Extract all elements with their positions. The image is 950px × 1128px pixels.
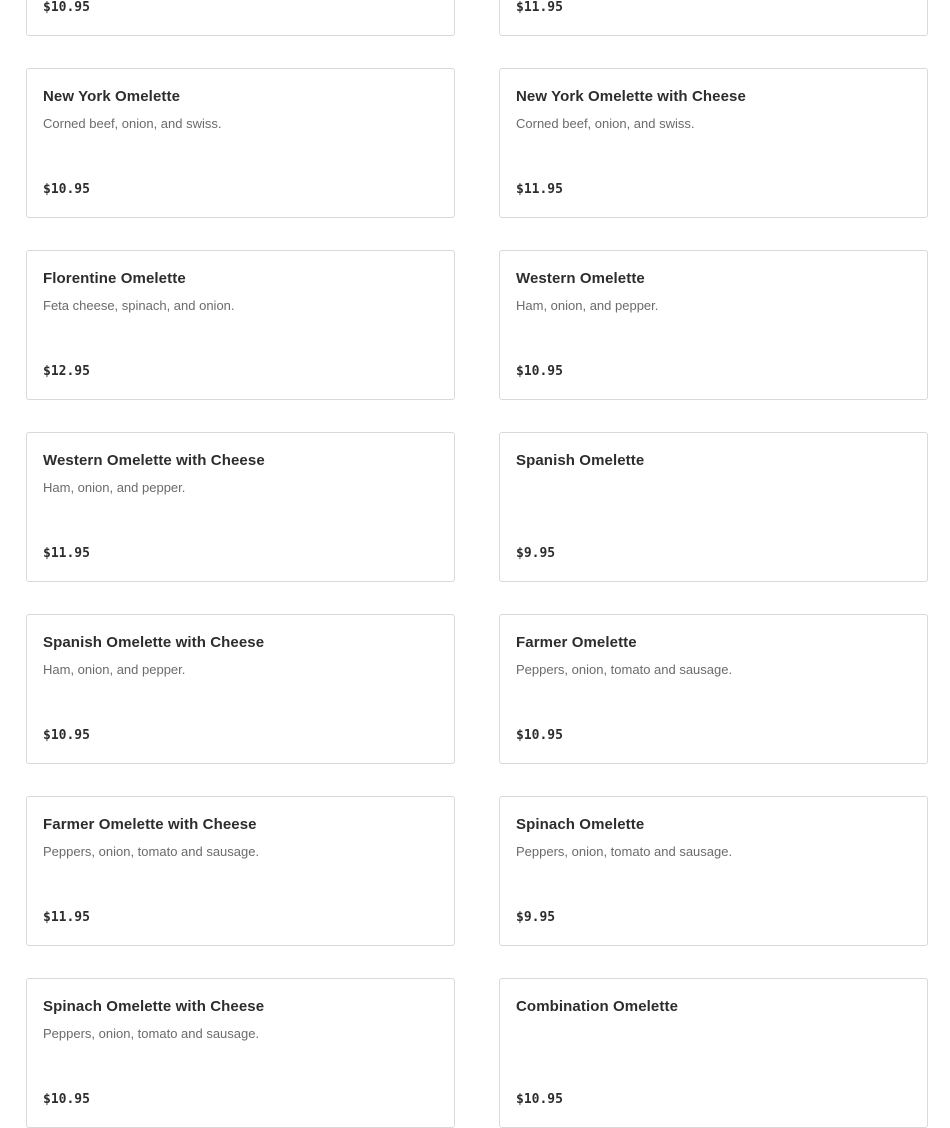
menu-item-card[interactable]: [26, 432, 455, 582]
menu-item-name: New York Omelette with Cheese: [516, 88, 746, 105]
menu-item-name: Spanish Omelette: [516, 452, 645, 469]
menu-item-price: $11.95: [43, 546, 90, 561]
menu-item-name: Western Omelette with Cheese: [43, 452, 265, 469]
menu-item-price: $10.95: [516, 1092, 563, 1107]
menu-item-name: Farmer Omelette with Cheese: [43, 816, 257, 833]
menu-item-price: $10.95: [43, 0, 90, 15]
menu-item-card[interactable]: [499, 614, 928, 764]
menu-item-description: Peppers, onion, tomato and sausage.: [516, 844, 733, 859]
menu-item-description: Peppers, onion, tomato and sausage.: [516, 662, 733, 677]
menu-item-price: $11.95: [516, 182, 563, 197]
menu-item-price: $11.95: [43, 910, 90, 925]
menu-item-price: $10.95: [43, 182, 90, 197]
menu-item-price: $10.95: [516, 728, 563, 743]
menu-item-name: New York Omelette: [43, 88, 181, 105]
menu-item-name: Spinach Omelette with Cheese: [43, 998, 265, 1015]
menu-item-card[interactable]: [26, 614, 455, 764]
menu-item-name: Western Omelette: [516, 270, 645, 287]
menu-item-card[interactable]: [499, 796, 928, 946]
menu-item-card[interactable]: [499, 68, 928, 218]
menu-item-description: Ham, onion, and pepper.: [516, 298, 659, 313]
menu-item-card[interactable]: [26, 796, 455, 946]
menu-item-price: $11.95: [516, 0, 563, 15]
menu-item-price: $12.95: [43, 364, 90, 379]
menu-item-description: Feta cheese, spinach, and onion.: [43, 298, 235, 313]
menu-item-description: Ham, onion, and pepper.: [43, 662, 186, 677]
menu-item-card[interactable]: [26, 0, 455, 36]
menu-item-card[interactable]: [499, 432, 928, 582]
menu-item-price: $10.95: [43, 728, 90, 743]
menu-item-price: $9.95: [516, 910, 556, 925]
menu-item-name: Florentine Omelette: [43, 270, 186, 287]
menu-item-card[interactable]: [499, 978, 928, 1128]
menu-item-description: Peppers, onion, tomato and sausage.: [43, 1026, 260, 1041]
menu-item-name: Spinach Omelette: [516, 816, 645, 833]
menu-item-description: Peppers, onion, tomato and sausage.: [43, 844, 260, 859]
menu-item-description: Corned beef, onion, and swiss.: [516, 116, 695, 131]
menu-item-price: $10.95: [43, 1092, 90, 1107]
menu-items-grid: [26, 0, 928, 1128]
menu-item-card[interactable]: [26, 978, 455, 1128]
menu-item-name: Spanish Omelette with Cheese: [43, 634, 265, 651]
menu-item-description: Corned beef, onion, and swiss.: [43, 116, 222, 131]
menu-item-price: $10.95: [516, 364, 563, 379]
menu-item-description: Ham, onion, and pepper.: [43, 480, 186, 495]
menu-item-card[interactable]: [499, 0, 928, 36]
menu-item-card[interactable]: [26, 250, 455, 400]
menu-item-name: Farmer Omelette: [516, 634, 637, 651]
menu-item-card[interactable]: [499, 250, 928, 400]
menu-item-name: Combination Omelette: [516, 998, 679, 1015]
menu-item-card[interactable]: [26, 68, 455, 218]
menu-item-price: $9.95: [516, 546, 556, 561]
